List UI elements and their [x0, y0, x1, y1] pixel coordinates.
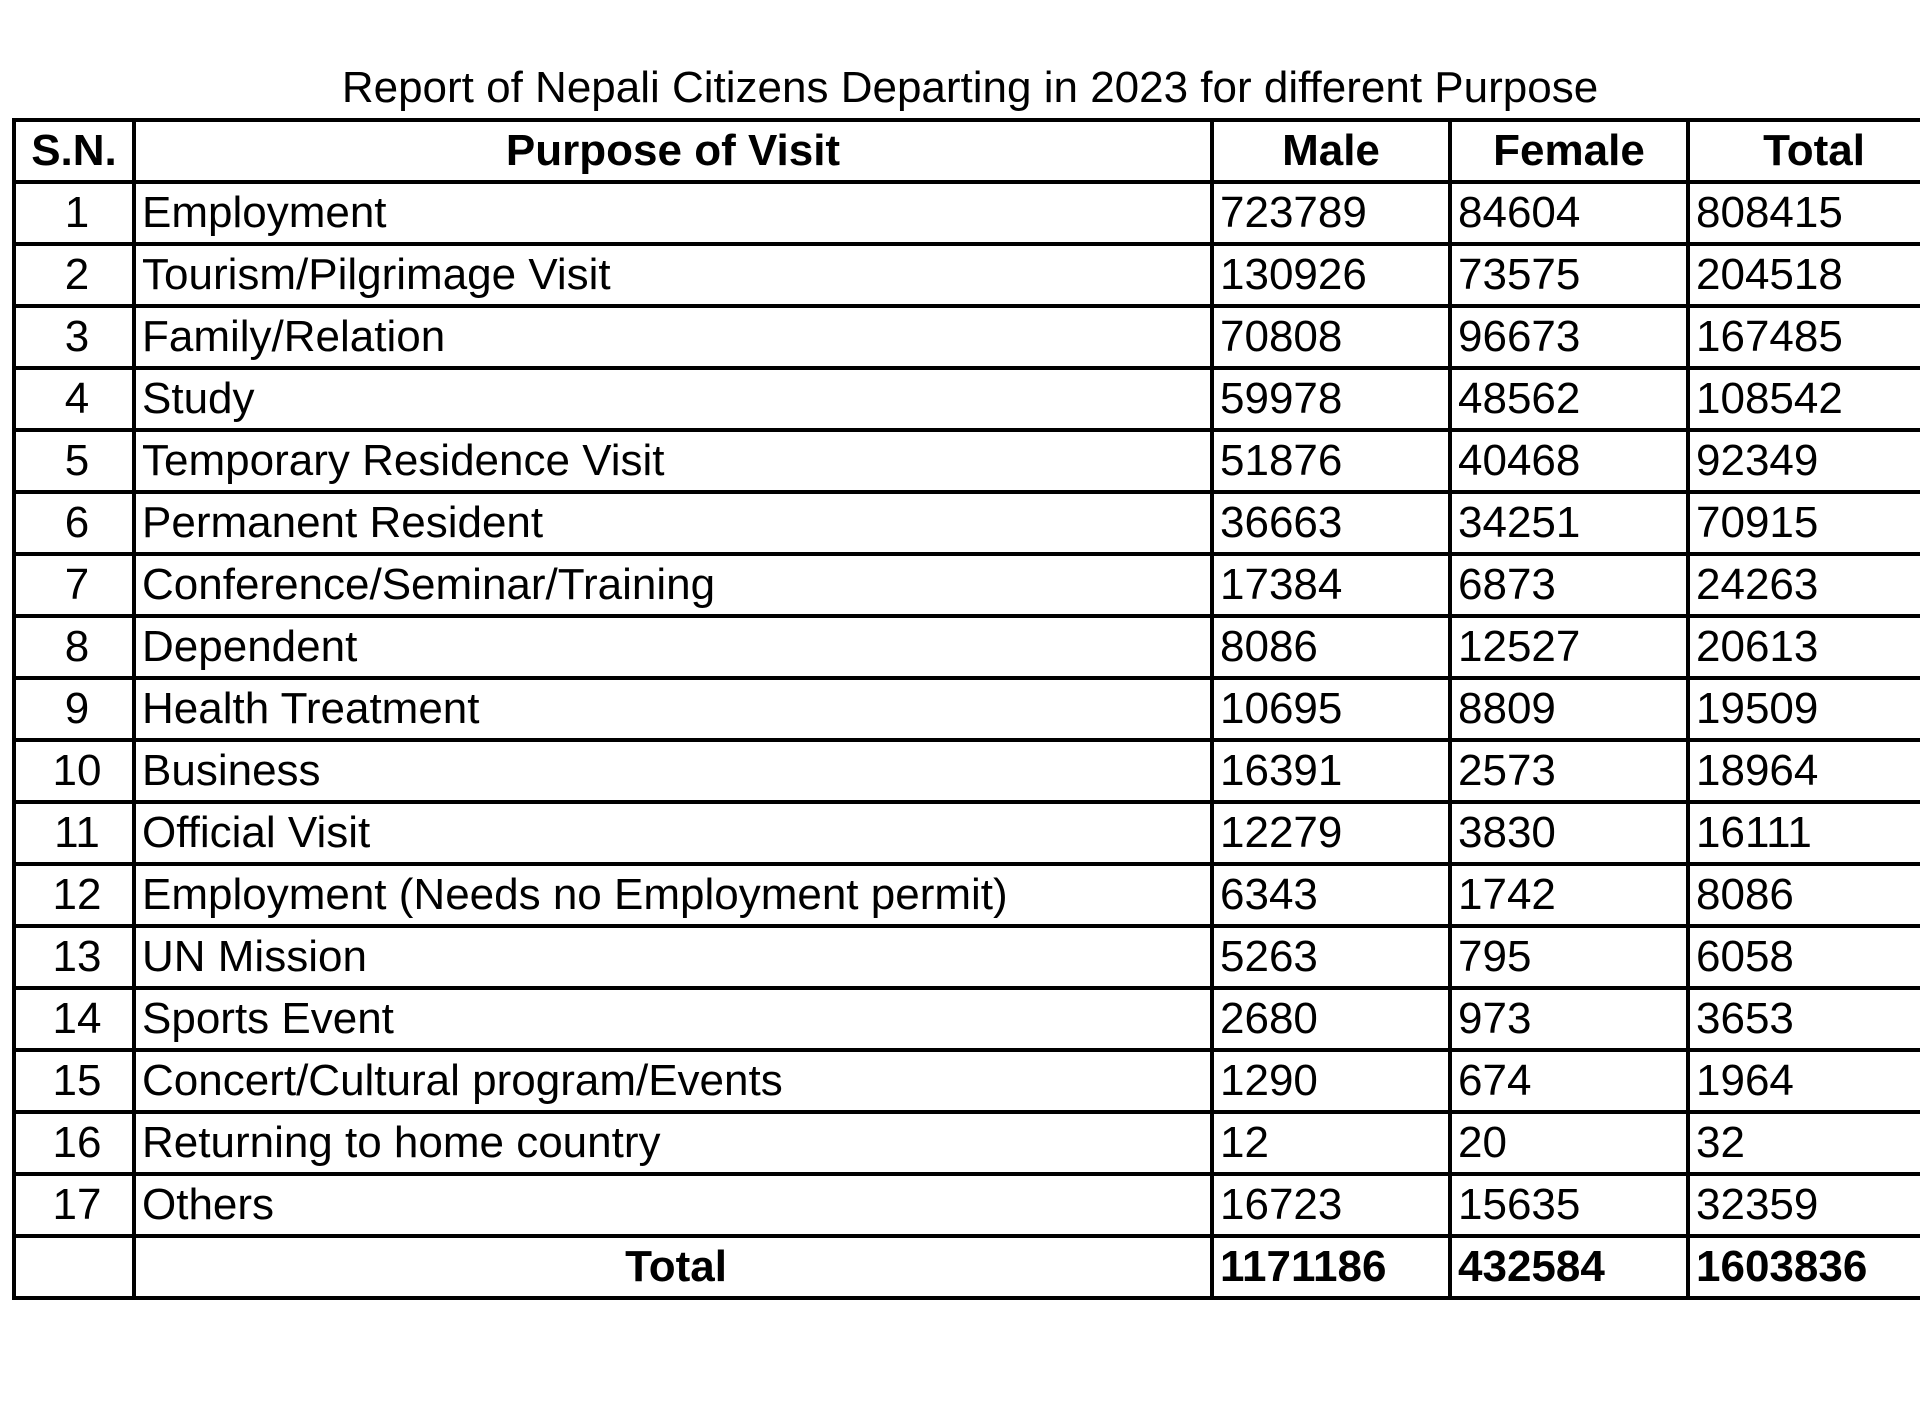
- header-female: Female: [1450, 120, 1688, 182]
- total-label: Total: [134, 1236, 1212, 1298]
- table-row: [14, 1112, 1920, 1174]
- cell-female: 973: [1450, 988, 1688, 1050]
- cell-female: 40468: [1450, 430, 1688, 492]
- cell-purpose: Others: [134, 1174, 1212, 1236]
- cell-total: 92349: [1688, 430, 1920, 492]
- cell-purpose: Family/Relation: [134, 306, 1212, 368]
- cell-sn: 5: [14, 430, 134, 492]
- cell-male: 5263: [1212, 926, 1450, 988]
- cell-sn: 4: [14, 368, 134, 430]
- cell-male: 6343: [1212, 864, 1450, 926]
- cell-sn: 2: [14, 244, 134, 306]
- header-male: Male: [1212, 120, 1450, 182]
- table-row: [14, 430, 1920, 492]
- cell-male: 12: [1212, 1112, 1450, 1174]
- cell-sn: 8: [14, 616, 134, 678]
- total-male: 1171186: [1212, 1236, 1450, 1298]
- cell-male: 70808: [1212, 306, 1450, 368]
- cell-total: 3653: [1688, 988, 1920, 1050]
- cell-male: 17384: [1212, 554, 1450, 616]
- cell-purpose: Temporary Residence Visit: [134, 430, 1212, 492]
- table-row: [14, 864, 1920, 926]
- cell-total: 8086: [1688, 864, 1920, 926]
- cell-male: 12279: [1212, 802, 1450, 864]
- cell-male: 130926: [1212, 244, 1450, 306]
- cell-total: 18964: [1688, 740, 1920, 802]
- total-row: [14, 1236, 1920, 1298]
- cell-total: 1964: [1688, 1050, 1920, 1112]
- cell-female: 6873: [1450, 554, 1688, 616]
- cell-female: 73575: [1450, 244, 1688, 306]
- cell-purpose: Concert/Cultural program/Events: [134, 1050, 1212, 1112]
- cell-female: 84604: [1450, 182, 1688, 244]
- cell-total: 204518: [1688, 244, 1920, 306]
- cell-female: 8809: [1450, 678, 1688, 740]
- cell-sn: 12: [14, 864, 134, 926]
- cell-female: 15635: [1450, 1174, 1688, 1236]
- cell-total: 108542: [1688, 368, 1920, 430]
- cell-purpose: Conference/Seminar/Training: [134, 554, 1212, 616]
- cell-sn: 16: [14, 1112, 134, 1174]
- cell-male: 2680: [1212, 988, 1450, 1050]
- table-row: [14, 678, 1920, 740]
- cell-sn: 10: [14, 740, 134, 802]
- cell-total: 24263: [1688, 554, 1920, 616]
- header-total: Total: [1688, 120, 1920, 182]
- cell-female: 2573: [1450, 740, 1688, 802]
- table-row: [14, 1050, 1920, 1112]
- table-row: [14, 1174, 1920, 1236]
- table-row: [14, 182, 1920, 244]
- table-body: [14, 182, 1920, 1298]
- cell-sn: 13: [14, 926, 134, 988]
- cell-male: 16723: [1212, 1174, 1450, 1236]
- report-table: [12, 118, 1920, 1300]
- cell-sn: 6: [14, 492, 134, 554]
- total-sn-cell: [14, 1236, 134, 1298]
- table-row: [14, 802, 1920, 864]
- table-row: [14, 368, 1920, 430]
- cell-total: 16111: [1688, 802, 1920, 864]
- cell-female: 48562: [1450, 368, 1688, 430]
- header-purpose: Purpose of Visit: [134, 120, 1212, 182]
- cell-male: 51876: [1212, 430, 1450, 492]
- cell-purpose: Health Treatment: [134, 678, 1212, 740]
- cell-purpose: Employment (Needs no Employment permit): [134, 864, 1212, 926]
- cell-total: 20613: [1688, 616, 1920, 678]
- cell-sn: 1: [14, 182, 134, 244]
- table-row: [14, 988, 1920, 1050]
- cell-female: 34251: [1450, 492, 1688, 554]
- total-total: 1603836: [1688, 1236, 1920, 1298]
- cell-sn: 3: [14, 306, 134, 368]
- cell-sn: 7: [14, 554, 134, 616]
- cell-sn: 14: [14, 988, 134, 1050]
- table-row: [14, 244, 1920, 306]
- cell-female: 96673: [1450, 306, 1688, 368]
- cell-sn: 9: [14, 678, 134, 740]
- table-row: [14, 926, 1920, 988]
- cell-purpose: Sports Event: [134, 988, 1212, 1050]
- cell-sn: 15: [14, 1050, 134, 1112]
- cell-sn: 17: [14, 1174, 134, 1236]
- cell-total: 808415: [1688, 182, 1920, 244]
- report-title: Report of Nepali Citizens Departing in 2023 for different Purpose: [341, 63, 1599, 112]
- cell-total: 70915: [1688, 492, 1920, 554]
- cell-female: 1742: [1450, 864, 1688, 926]
- cell-male: 1290: [1212, 1050, 1450, 1112]
- cell-male: 10695: [1212, 678, 1450, 740]
- cell-female: 3830: [1450, 802, 1688, 864]
- cell-male: 8086: [1212, 616, 1450, 678]
- cell-total: 19509: [1688, 678, 1920, 740]
- cell-purpose: Business: [134, 740, 1212, 802]
- cell-female: 674: [1450, 1050, 1688, 1112]
- header-row: [14, 120, 1920, 182]
- header-sn: S.N.: [14, 120, 134, 182]
- cell-total: 6058: [1688, 926, 1920, 988]
- cell-female: 20: [1450, 1112, 1688, 1174]
- cell-male: 723789: [1212, 182, 1450, 244]
- cell-female: 795: [1450, 926, 1688, 988]
- cell-male: 36663: [1212, 492, 1450, 554]
- cell-purpose: Study: [134, 368, 1212, 430]
- table-row: [14, 740, 1920, 802]
- table-row: [14, 616, 1920, 678]
- cell-purpose: Official Visit: [134, 802, 1212, 864]
- cell-purpose: Tourism/Pilgrimage Visit: [134, 244, 1212, 306]
- cell-purpose: Employment: [134, 182, 1212, 244]
- cell-purpose: Returning to home country: [134, 1112, 1212, 1174]
- table-row: [14, 554, 1920, 616]
- cell-total: 167485: [1688, 306, 1920, 368]
- table-row: [14, 306, 1920, 368]
- cell-purpose: Permanent Resident: [134, 492, 1212, 554]
- cell-sn: 11: [14, 802, 134, 864]
- cell-female: 12527: [1450, 616, 1688, 678]
- cell-purpose: UN Mission: [134, 926, 1212, 988]
- total-female: 432584: [1450, 1236, 1688, 1298]
- table-row: [14, 492, 1920, 554]
- cell-male: 59978: [1212, 368, 1450, 430]
- cell-total: 32: [1688, 1112, 1920, 1174]
- cell-purpose: Dependent: [134, 616, 1212, 678]
- cell-total: 32359: [1688, 1174, 1920, 1236]
- cell-male: 16391: [1212, 740, 1450, 802]
